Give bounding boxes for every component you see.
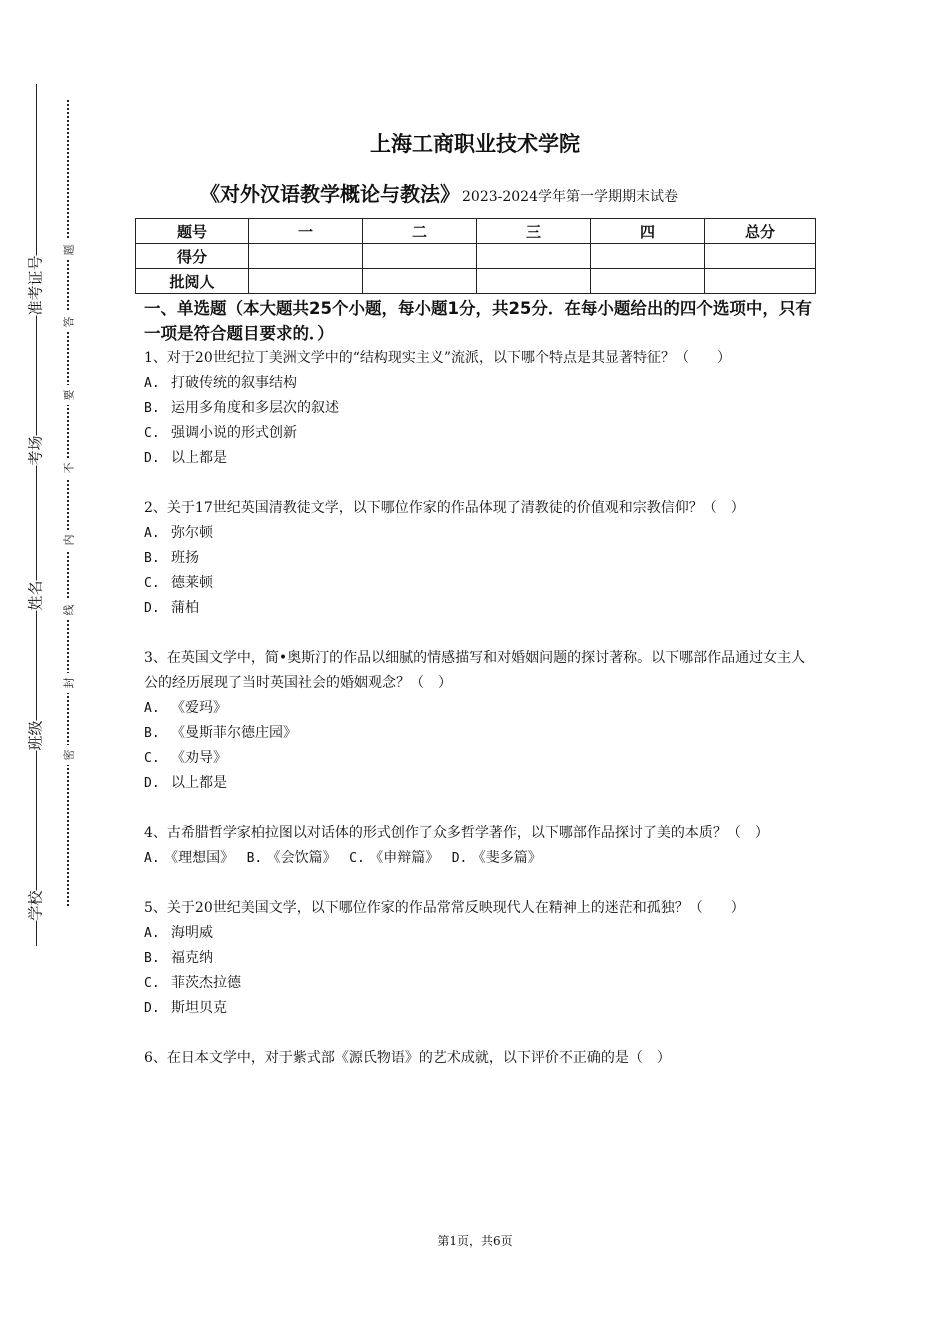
question-stem: 4、古希腊哲学家柏拉图以对话体的形式创作了众多哲学著作，以下哪部作品探讨了美的本质？（ ） [144,825,769,841]
class-label: 班级 [20,705,50,765]
question-stem: 2、关于17世纪英国清教徒文学，以下哪位作家的作品体现了清教徒的价值观和宗教信仰？（ ） [144,500,745,516]
score-cell[interactable] [363,244,477,269]
name-label: 姓名 [20,565,50,625]
score-cell[interactable] [249,244,363,269]
reviewer-row-label: 批阅人 [136,269,249,294]
school-label: 学校 [20,875,50,935]
section-title: 一、单选题（本大题共25个小题，每小题1分，共25分．在每小题给出的四个选项中，只有一项是符合题目要求的．） [144,299,812,343]
reviewer-cell[interactable] [477,269,591,294]
binding-margin [0,0,110,1344]
inline-options [144,846,814,871]
option: A. 《爱玛》 [144,700,227,716]
seal-char: 不 [58,458,78,478]
seal-char: 内 [58,530,78,550]
option: A. 海明威 [144,925,213,941]
option: A. 弥尔顿 [144,525,213,541]
option: B. 《会饮篇》 [246,850,337,866]
score-cell[interactable] [591,244,705,269]
score-table [135,218,816,294]
seal-char: 线 [58,600,78,620]
option: C. 强调小说的形式创新 [144,425,297,441]
reviewer-row [136,269,816,294]
question-stem: 3、在英国文学中，简•奥斯汀的作品以细腻的情感描写和对婚姻问题的探讨著称。以下哪部作品通过女主人公的经历展现了当时英国社会的婚姻观念？（ ） [144,650,806,691]
seal-char: 封 [58,673,78,693]
score-table-header: 三 [477,219,591,244]
school-title: 上海工商职业技术学院 [370,132,580,156]
question-stem: 1、对于20世纪拉丁美洲文学中的“结构现实主义”流派，以下哪个特点是其显著特征？（ ） [144,350,732,366]
seal-char: 密 [58,745,78,765]
score-table-header: 题号 [136,219,249,244]
exam-room-label: 考场 [20,420,50,480]
option: D. 《斐多篇》 [451,850,542,866]
score-table-header-row [136,219,816,244]
binding-solid-line [36,84,37,946]
option: C. 《申辩篇》 [349,850,440,866]
score-cell[interactable] [705,244,816,269]
option: D. 蒲柏 [144,600,199,616]
score-table-header: 四 [591,219,705,244]
option: B. 《曼斯菲尔德庄园》 [144,725,297,741]
option: D. 以上都是 [144,775,227,791]
score-table-header: 一 [249,219,363,244]
score-row [136,244,816,269]
seal-char: 答 [58,312,78,332]
score-table-header: 二 [363,219,477,244]
seal-char: 要 [58,385,78,405]
option: D. 斯坦贝克 [144,1000,227,1016]
reviewer-cell[interactable] [363,269,477,294]
option: A. 《理想国》 [144,850,235,866]
exam-content [144,296,814,1071]
score-cell[interactable] [477,244,591,269]
question-stem: 5、关于20世纪美国文学，以下哪位作家的作品常常反映现代人在精神上的迷茫和孤独？（ ） [144,900,745,916]
option: B. 运用多角度和多层次的叙述 [144,400,339,416]
score-row-label: 得分 [136,244,249,269]
exam-title [200,178,678,207]
exam-number-label: 准考证号 [20,255,50,315]
option: C. 德莱顿 [144,575,213,591]
option: C. 菲茨杰拉德 [144,975,241,991]
seal-dotted-line [67,100,69,906]
term-title: 2023-2024学年第一学期期末试卷 [462,189,678,205]
option: B. 班扬 [144,550,199,566]
question-stem: 6、在日本文学中，对于紫式部《源氏物语》的艺术成就，以下评价不正确的是（ ） [144,1050,671,1066]
option: C. 《劝导》 [144,750,227,766]
reviewer-cell[interactable] [591,269,705,294]
page-footer: 第1页，共6页 [437,1234,513,1248]
option: D. 以上都是 [144,450,227,466]
option: B. 福克纳 [144,950,213,966]
seal-char: 题 [58,240,78,260]
reviewer-cell[interactable] [249,269,363,294]
option: A. 打破传统的叙事结构 [144,375,297,391]
reviewer-cell[interactable] [705,269,816,294]
score-table-header: 总分 [705,219,816,244]
course-title: 《对外汉语教学概论与教法》 [200,182,460,206]
